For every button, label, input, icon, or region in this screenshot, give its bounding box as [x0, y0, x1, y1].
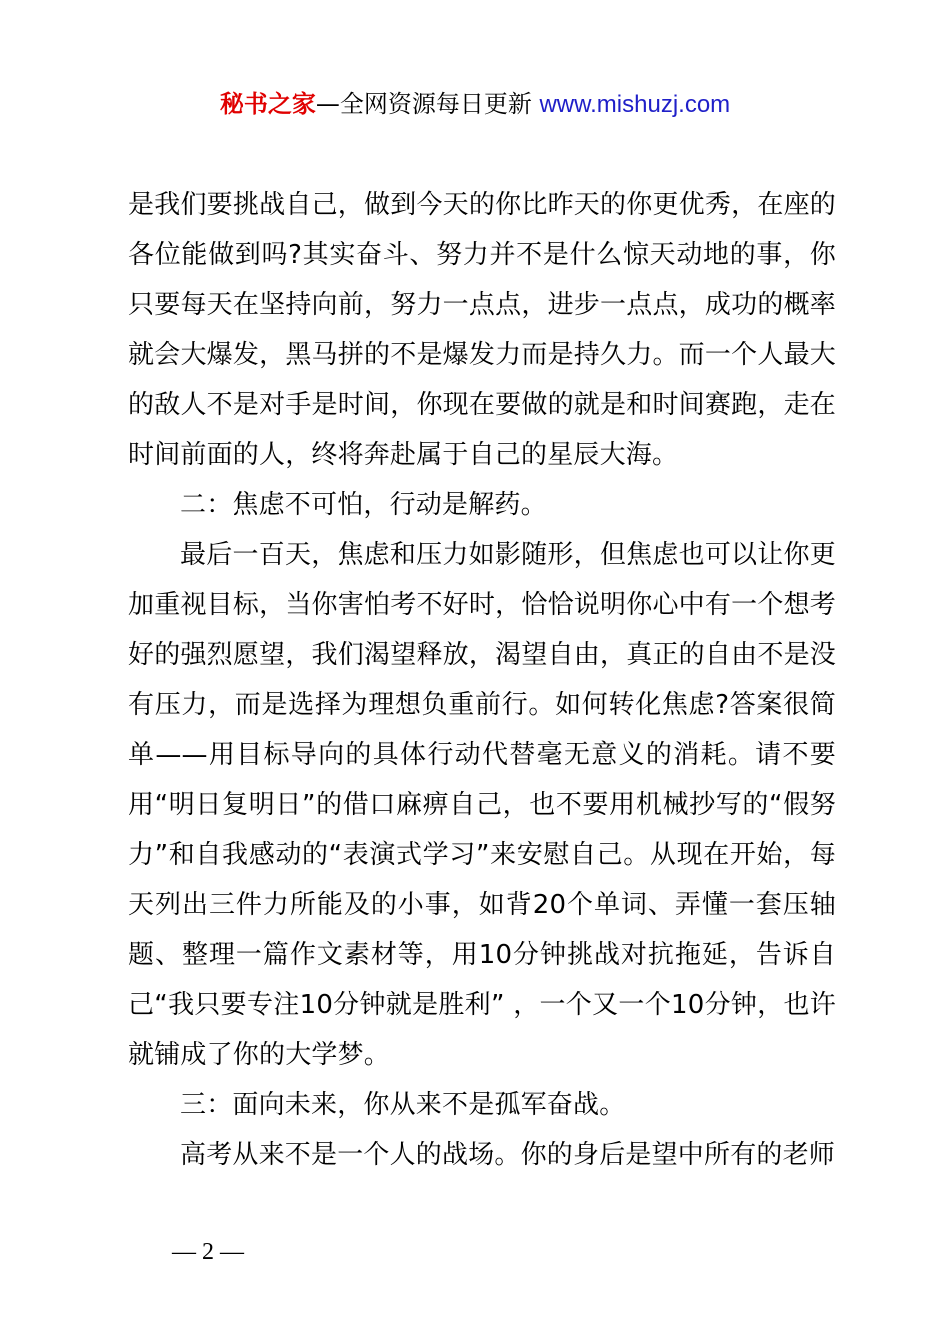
paragraph-1: 是我们要挑战自己，做到今天的你比昨天的你更优秀，在座的各位能做到吗?其实奋斗、努力并不是什么惊天动地的事，你只要每天在坚持向前，努力一点点，进步一点点，成功的概率就会大爆发，黑马拼的不是爆发力而是持久力。而一个人最大的敌人不是对手是时间，你现在要做的就是和时间赛跑，走在时间前面的人，终将奔赴属于自己的星辰大海。 — [128, 190, 836, 470]
page-header — [0, 86, 950, 123]
header-url-link[interactable]: www.mishuzj.com — [539, 91, 731, 118]
section-heading-3: 三：面向未来，你从来不是孤军奋战。 — [180, 1090, 626, 1120]
paragraph-3: 最后一百天，焦虑和压力如影随形，但焦虑也可以让你更加重视目标，当你害怕考不好时，恰恰说明你心中有一个想考好的强烈愿望，我们渴望释放，渴望自由，真正的自由不是没有压力，而是选择为理想负重前行。如何转化焦虑?答案很简单——用目标导向的具体行动代替毫无意义的消耗。请不要用“明日复明日”的借口麻痹自己，也不要用机械抄写的“假努力”和自我感动的“表演式学习”来安慰自己。从现在开始，每天列出三件力所能及的小事，如背20个单词、弄懂一套压轴题、整理一篇作文素材等，用10分钟挑战对抗拖延，告诉自己“我只要专注10分钟就是胜利” ，一个又一个10分钟，也许就铺成了你的大学梦。 — [128, 540, 836, 1070]
section-heading-2: 二：焦虑不可怕，行动是解药。 — [180, 490, 547, 520]
header-tagline: —全网资源每日更新 — [315, 90, 540, 118]
document-body — [128, 180, 836, 1180]
paragraph-5: 高考从来不是一个人的战场。你的身后是望中所有的老师 — [180, 1140, 836, 1170]
header-brand: 秘书之家 — [219, 90, 316, 118]
page-number: — 2 — — [172, 1239, 244, 1265]
